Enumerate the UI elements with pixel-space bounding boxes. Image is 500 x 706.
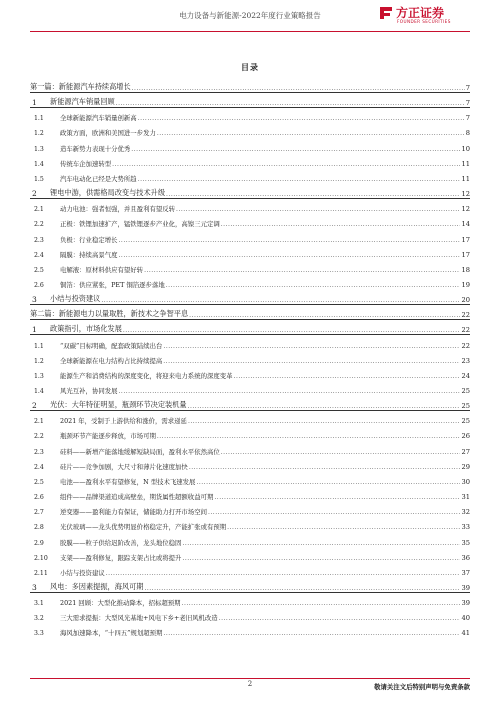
dot-leader (214, 493, 460, 501)
founder-securities-logo (378, 4, 470, 28)
toc-entry[interactable] (30, 277, 470, 289)
toc-entry-title: 锂电中游，供需格局改变与技术升级 (50, 188, 166, 198)
toc-entry-page: 40 (461, 614, 470, 623)
toc-entry-page: 11 (461, 174, 470, 183)
toc-entry-page: 29 (461, 462, 470, 471)
toc-entry[interactable] (30, 262, 470, 274)
toc-entry-page: 22 (461, 341, 470, 350)
dot-leader (196, 478, 460, 486)
page-number: 2 (247, 680, 253, 688)
dot-leader (123, 326, 461, 334)
dot-leader (221, 448, 461, 456)
toc-entry-page: 11 (461, 159, 470, 168)
toc-entry-number: 1.5 (34, 175, 44, 183)
dot-leader (182, 554, 460, 562)
toc-entry-number: 1.2 (34, 357, 44, 365)
toc-entry-page: 22 (461, 326, 470, 335)
toc-entry-number: 3.3 (34, 630, 44, 638)
toc-entry[interactable] (30, 201, 470, 213)
toc-entry[interactable] (30, 292, 470, 305)
logo-mark-icon (378, 5, 394, 21)
toc-entry-number: 3.1 (34, 600, 44, 608)
toc-entry[interactable] (30, 610, 470, 622)
toc-entry-page: 8 (465, 129, 470, 138)
toc-entry[interactable] (30, 580, 470, 593)
toc-entry[interactable] (30, 186, 470, 199)
dot-leader (138, 175, 461, 183)
dot-leader (138, 114, 465, 122)
toc-entry[interactable] (30, 232, 470, 244)
toc-entry-number: 1.4 (34, 160, 44, 168)
toc-entry-page: 17 (461, 250, 470, 259)
dot-leader (166, 281, 461, 289)
dot-leader (208, 508, 461, 516)
toc-entry-number: 2.8 (34, 524, 44, 532)
toc-entry[interactable] (30, 444, 470, 456)
toc-entry-number: 2 (32, 401, 37, 411)
logo-english-text: FOUNDER SECURITIES (397, 19, 451, 24)
toc-entry[interactable] (30, 80, 470, 93)
dot-leader (101, 296, 460, 304)
toc-entry-number: 1 (32, 98, 37, 108)
toc-entry-number: 2.4 (34, 251, 44, 259)
toc-entry-title: 政策指引，市场化发展 (50, 324, 122, 334)
dot-leader (182, 599, 461, 607)
toc-entry[interactable] (30, 398, 470, 411)
dot-leader (221, 220, 461, 228)
toc-entry-title: 电解液：原材料供应有望好转 (60, 265, 144, 274)
dot-leader (132, 84, 465, 92)
toc-entry[interactable] (30, 413, 470, 425)
toc-entry-number: 3 (32, 582, 37, 592)
toc-entry-number: 2.6 (34, 494, 44, 502)
toc-entry-title: 2021 回顾：大型化推动降本，招标超预期 (60, 599, 181, 608)
toc-entry[interactable] (30, 95, 470, 108)
toc-entry-title: 全球新能源汽车销量创新高 (60, 114, 137, 123)
toc-entry-title: 小结与投资建议 (60, 568, 105, 577)
toc-entry[interactable] (30, 125, 470, 137)
toc-entry-title: 第一篇：新能源汽车持续高增长 (30, 82, 131, 91)
toc-entry-title: 政策方面，欧洲和美国进一步发力 (60, 129, 156, 138)
toc-entry[interactable] (30, 550, 470, 562)
toc-entry-page: 17 (461, 235, 470, 244)
toc-entry-page: 37 (461, 568, 470, 577)
toc-entry-title: 隔膜：持续高景气度 (60, 250, 118, 259)
toc-entry-page: 36 (461, 553, 470, 562)
toc-entry-number: 1.1 (34, 115, 44, 123)
toc-entry-title: 胶膜——粒子供给迟阶改善，龙头地位稳固 (60, 538, 182, 547)
dot-leader (144, 266, 460, 274)
toc-entry[interactable] (30, 368, 470, 380)
toc-entry-title: 三大需求提振：大型风光基地+风电下乡+老旧风机改造 (60, 614, 218, 623)
toc-entry-page: 39 (461, 599, 470, 608)
toc-entry-title: 动力电池：强者恒强，并且盈利有望反转 (60, 205, 176, 214)
toc-entry-number: 2.4 (34, 463, 44, 471)
toc-entry-number: 2.3 (34, 448, 44, 456)
toc-entry-number: 2.5 (34, 266, 44, 274)
toc-entry[interactable] (30, 338, 470, 350)
toc-entry-title: 造车新势力表现十分优秀 (60, 144, 131, 153)
toc-entry[interactable] (30, 141, 470, 153)
toc-entry-number: 2.7 (34, 509, 44, 517)
dot-leader (188, 402, 461, 410)
toc-entry-number: 3 (32, 295, 37, 305)
dot-leader (157, 129, 465, 137)
dot-leader (188, 417, 461, 425)
toc-entry-number: 1.4 (34, 388, 44, 395)
toc-entry[interactable] (30, 307, 470, 320)
toc-entry-page: 7 (465, 114, 470, 123)
toc-entry-title: “双碳”目标明确，配套政策陆续出台 (60, 341, 163, 350)
dot-leader (234, 372, 461, 380)
toc-entry-number: 2.2 (34, 433, 44, 441)
dot-leader (106, 569, 461, 577)
toc-entry-title: 负极：行业稳定增长 (60, 235, 118, 244)
report-header-title: 电力设备与新能源-2022年度行业策略报告 (179, 11, 321, 20)
toc-entry-page: 7 (465, 84, 470, 92)
toc-entry[interactable] (30, 565, 470, 577)
toc-entry-page: 12 (461, 190, 470, 199)
toc-entry-title: 光伏：大年特征明显，瓶颈环节决定装机量 (50, 400, 187, 410)
dot-leader (219, 614, 461, 622)
toc-entry-page: 25 (461, 402, 470, 411)
dot-leader (119, 251, 461, 259)
toc-entry-number: 2.5 (34, 478, 44, 486)
toc-entry[interactable] (30, 535, 470, 547)
toc-entry[interactable] (30, 383, 470, 395)
toc-entry-page: 26 (461, 432, 470, 441)
dot-leader (119, 387, 461, 395)
toc-entry-title: 2021 年，受制于上游供给和涨价，需求递延 (60, 417, 187, 426)
toc-heading: 目录 (241, 63, 259, 72)
toc-entry[interactable] (30, 247, 470, 259)
toc-entry[interactable] (30, 489, 470, 501)
toc-entry-page: 25 (461, 387, 470, 395)
toc-entry-page: 31 (461, 493, 470, 502)
toc-entry-number: 2.2 (34, 221, 44, 229)
toc-entry-page: 32 (461, 508, 470, 517)
dot-leader (157, 432, 461, 440)
toc-entry[interactable] (30, 459, 470, 471)
toc-entry-page: 7 (465, 99, 470, 108)
toc-entry-page: 12 (461, 205, 470, 214)
toc-entry-number: 2.6 (34, 281, 44, 289)
toc-entry-title: 瓶颈环节产能逐步释放，市场可期 (60, 432, 156, 441)
toc-entry-title: 铜箔：供应紧张，PET 铜箔逐步落地 (60, 280, 165, 289)
toc-entry-title: 海风加速降本，“十四五”规划超预期 (60, 629, 163, 638)
toc-entry-number: 2.11 (34, 569, 48, 577)
toc-entry-page: 10 (461, 144, 470, 153)
dot-leader (163, 342, 460, 350)
disclaimer-text: 敬请关注文后特别声明与免责条款 (374, 683, 470, 691)
toc-entry[interactable] (30, 504, 470, 516)
toc-entry-page: 41 (461, 629, 470, 638)
toc-entry[interactable] (30, 474, 470, 486)
dot-leader (189, 311, 460, 319)
toc-entry-title: 全球新能源在电力结构占比持续提高 (60, 356, 163, 365)
toc-entry-page: 33 (461, 523, 470, 532)
toc-entry-number: 2.1 (34, 418, 44, 426)
toc-entry-number: 1.1 (34, 342, 44, 350)
toc-entry[interactable] (30, 216, 470, 228)
toc-entry-page: 19 (461, 280, 470, 289)
toc-entry-page: 39 (461, 583, 470, 592)
dot-leader (112, 160, 460, 168)
toc-entry-title: 第二篇：新能源电力以量取胜，新技术之争智平息 (30, 309, 189, 319)
dot-leader (163, 357, 460, 365)
toc-entry-page: 20 (461, 296, 470, 305)
toc-entry-title: 能源生产和消费结构的深度变化，将迎来电力系统的深度变革 (60, 371, 233, 380)
footer-divider (30, 678, 470, 679)
toc-entry[interactable] (30, 428, 470, 440)
toc-entry-title: 支架——盈利修复，跟踪支架占比或将提升 (60, 553, 182, 562)
toc-entry[interactable] (30, 353, 470, 365)
toc-entry[interactable] (30, 171, 470, 183)
toc-entry-number: 1 (32, 325, 37, 335)
dot-leader (144, 584, 460, 592)
toc-entry-title: 小结与投资建议 (50, 294, 101, 304)
toc-entry[interactable] (30, 110, 470, 122)
dot-leader (163, 629, 460, 637)
toc-entry-number: 2.1 (34, 206, 44, 214)
toc-entry-page: 23 (461, 356, 470, 365)
dot-leader (227, 523, 460, 531)
toc-entry-page: 24 (461, 371, 470, 380)
toc-entry[interactable] (30, 595, 470, 607)
toc-entry[interactable] (30, 625, 470, 637)
toc-entry-number: 2.10 (34, 554, 48, 562)
toc-entry-number: 2.9 (34, 539, 44, 547)
toc-entry-number: 2 (32, 189, 37, 199)
dot-leader (116, 99, 465, 107)
toc-entry-number: 1.2 (34, 130, 44, 138)
dot-leader (182, 539, 460, 547)
toc-entry-title: 组件——品牌渠道追成高壁垒，期货属性超额收益可期 (60, 493, 214, 502)
header-divider (30, 31, 470, 32)
toc-entry-title: 硅片——竞争加剧，大尺寸和薄片化速度加快 (60, 462, 188, 471)
logo-chinese-text: 方正证券 (396, 6, 445, 20)
toc-entry-title: 逆变器——盈利能力有保证，储能助力打开市场空间 (60, 508, 207, 517)
toc-entry-page: 18 (461, 265, 470, 274)
toc-entry-title: 汽车电动化已经是大势所趋 (60, 174, 137, 183)
toc-entry-title: 正极：铁锂加速扩产，锰铁锂逐步产业化，高镍三元定调 (60, 220, 220, 229)
toc-entry-number: 1.3 (34, 145, 44, 153)
toc-entry-page: 30 (461, 477, 470, 486)
dot-leader (119, 236, 461, 244)
toc-entry-title: 传统车企加速转型 (60, 159, 112, 168)
toc-entry-title: 硅料——新增产能落地缓解短缺局面，盈利水平依然高位 (60, 447, 220, 456)
dot-leader (176, 205, 460, 213)
toc-entry-number: 1.3 (34, 372, 44, 380)
toc-entry-page: 22 (461, 311, 470, 320)
dot-leader (166, 190, 460, 198)
toc-entry-number: 2.3 (34, 236, 44, 244)
toc-entry-title: 电池——盈利水平有望修复，N 型技术飞速发展 (60, 477, 196, 486)
toc-entry-page: 14 (461, 220, 470, 229)
dot-leader (131, 145, 460, 153)
toc-entry-title: 风光互补，协同发展 (60, 387, 118, 395)
toc-entry-number: 3.2 (34, 615, 44, 623)
toc-entry-page: 25 (461, 417, 470, 426)
toc-entry[interactable] (30, 156, 470, 168)
toc-entry-title: 风电：多因素提振，海风可期 (50, 581, 144, 591)
toc-entry-page: 27 (461, 447, 470, 456)
dot-leader (189, 463, 461, 471)
toc-entry-title: 新能源汽车销量回顾 (50, 97, 115, 107)
toc-entry-title: 光伏玻璃——龙头优势明显价格稳定升，产能扩张或有预期 (60, 523, 227, 532)
toc-entry[interactable] (30, 519, 470, 531)
toc-entry[interactable] (30, 322, 470, 335)
toc-entry-page: 35 (461, 538, 470, 547)
